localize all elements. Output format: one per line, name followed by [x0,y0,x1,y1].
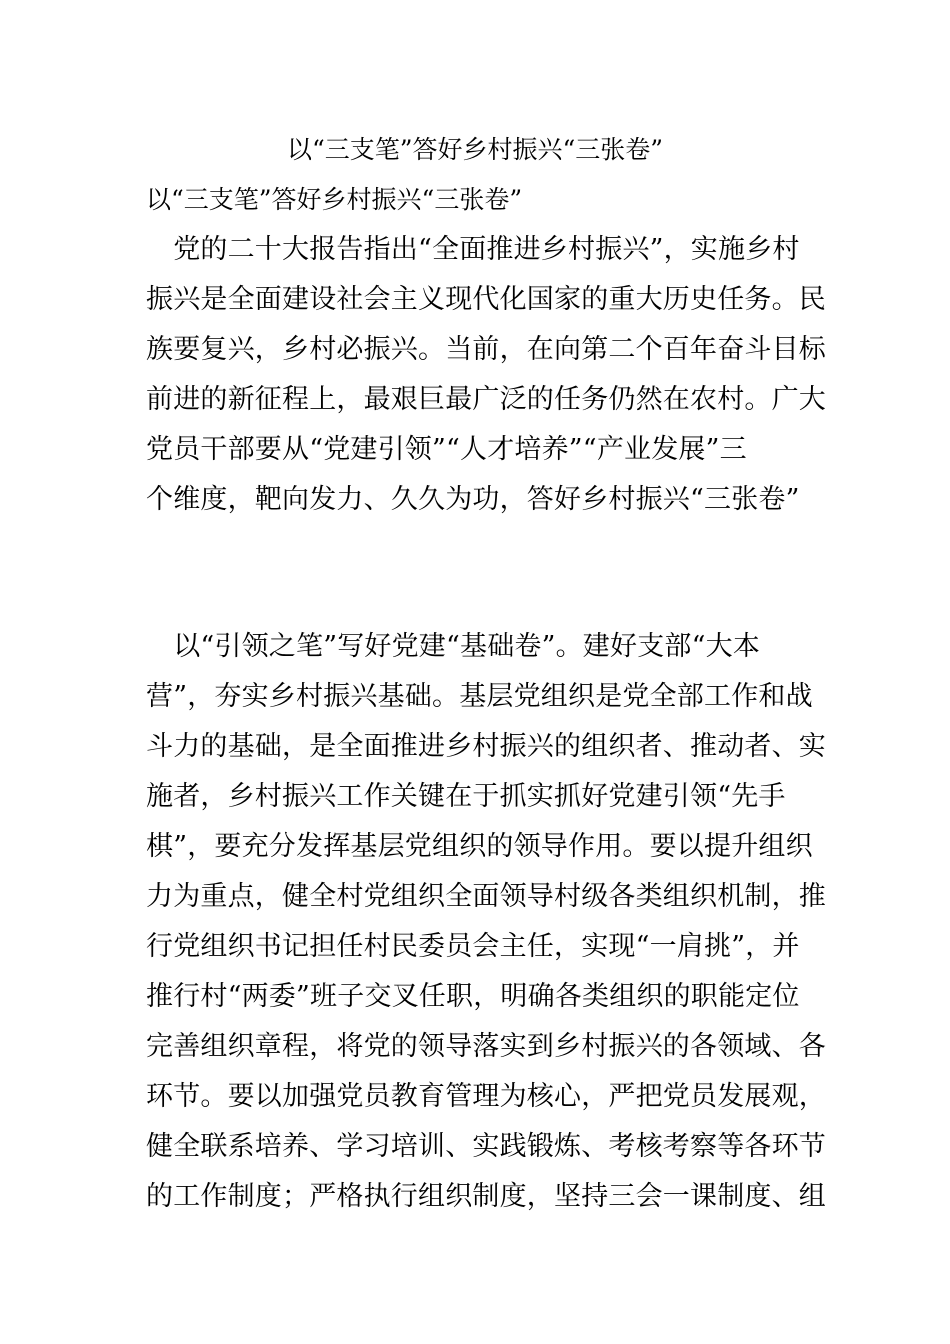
paragraph-line: 党的二十大报告指出“全面推进乡村振兴”，实施乡村 [146,234,800,265]
paragraph-line: 前进的新征程上，最艰巨最广泛的任务仍然在农村。广大 [146,384,826,415]
paragraph-line: 施者，乡村振兴工作关键在于抓实抓好党建引领“先手 [146,781,786,812]
paragraph-line: 完善组织章程，将党的领导落实到乡村振兴的各领域、各 [146,1031,826,1062]
paragraph-party-building [146,622,826,1222]
document-title-left: 以“三支笔”答好乡村振兴“三张卷” [146,185,523,214]
paragraph-line: 振兴是全面建设社会主义现代化国家的重大历史任务。民 [146,284,826,315]
paragraph-line: 环节。要以加强党员教育管理为核心，严把党员发展观， [146,1081,826,1112]
paragraph-line: 以“引领之笔”写好党建“基础卷”。建好支部“大本 [146,631,761,662]
paragraph-line: 族要复兴，乡村必振兴。当前，在向第二个百年奋斗目标 [146,334,826,365]
paragraph-line: 行党组织书记担任村民委员会主任，实现“一肩挑”，并 [146,931,800,962]
paragraph-line: 力为重点，健全村党组织全面领导村级各类组织机制，推 [146,881,826,912]
document-title-centered: 以“三支笔”答好乡村振兴“三张卷” [286,135,664,164]
paragraph-line: 棋”，要充分发挥基层党组织的领导作用。要以提升组织 [146,831,813,862]
paragraph-line: 健全联系培养、学习培训、实践锻炼、考核考察等各环节 [146,1131,826,1162]
paragraph-line: 推行村“两委”班子交叉任职，明确各类组织的职能定位 [146,981,800,1012]
paragraph-line: 斗力的基础，是全面推进乡村振兴的组织者、推动者、实 [146,731,826,762]
paragraph-line: 营”，夯实乡村振兴基础。基层党组织是党全部工作和战 [146,681,813,712]
paragraph-line: 党员干部要从“党建引领”“人才培养”“产业发展”三 [146,434,747,465]
paragraph-line: 的工作制度；严格执行组织制度，坚持三会一课制度、组 [146,1181,826,1212]
paragraph-intro [146,225,826,525]
paragraph-line: 个维度，靶向发力、久久为功，答好乡村振兴“三张卷” [146,484,800,515]
